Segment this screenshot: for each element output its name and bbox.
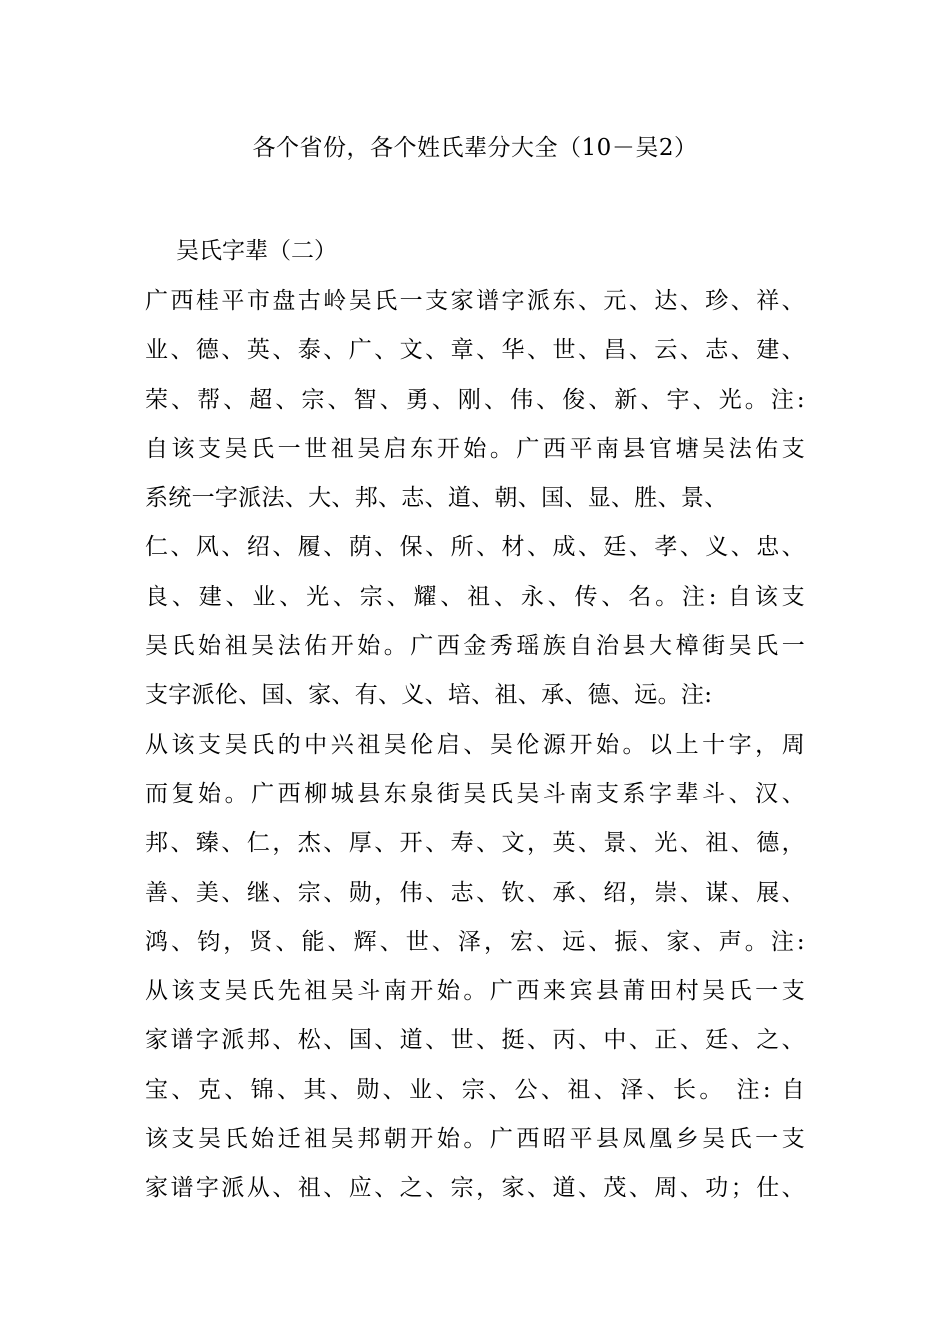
text-line: 荣、帮、超、宗、智、勇、刚、伟、俊、新、宇、光。注: xyxy=(145,386,805,413)
text-line: 自该支吴氏一世祖吴启东开始。广西平南县官塘吴法佑支 xyxy=(145,435,805,462)
text-line: 该支吴氏始迁祖吴邦朝开始。广西昭平县凤凰乡吴氏一支 xyxy=(145,1126,805,1153)
text-line: 家谱字派邦、松、国、道、世、挺、丙、中、正、廷、之、 xyxy=(145,1027,805,1054)
text-line: 而复始。广西柳城县东泉街吴氏吴斗南支系字辈斗、汉、 xyxy=(145,780,805,807)
body-text xyxy=(145,283,805,1220)
text-line: 广西桂平市盘古岭吴氏一支家谱字派东、元、达、珍、祥、 xyxy=(145,288,805,314)
text-line: 邦、臻、仁，杰、厚、开、寿、文，英、景、光、祖、德， xyxy=(145,830,805,857)
text-line: 系统一字派法、大、邦、志、道、朝、国、显、胜、景、 xyxy=(145,485,728,512)
text-line: 吴氏始祖吴法佑开始。广西金秀瑶族自治县大樟街吴氏一 xyxy=(145,633,805,660)
text-line: 从该支吴氏先祖吴斗南开始。广西来宾县莆田村吴氏一支 xyxy=(145,978,805,1005)
text-line: 善、美、继、宗、勋，伟、志、钦、承、绍，崇、谋、展、 xyxy=(145,879,805,906)
text-line: 宝、克、锦、其、勋、业、宗、公、祖、泽、长。 注: 自 xyxy=(145,1076,805,1103)
text-line: 支字派伦、国、家、有、义、培、祖、承、德、远。注: xyxy=(145,682,713,709)
section-heading: 吴氏字辈（二） xyxy=(176,238,337,264)
text-line: 家谱字派从、祖、应、之、宗，家、道、茂、周、功；仕、 xyxy=(145,1175,805,1202)
text-line: 从该支吴氏的中兴祖吴伦启、吴伦源开始。以上十字，周 xyxy=(145,731,805,758)
page-title: 各个省份，各个姓氏辈分大全（10－吴2） xyxy=(252,135,698,161)
text-line: 鸿、钧，贤、能、辉、世、泽，宏、远、振、家、声。注: xyxy=(145,928,805,955)
text-line: 仁、风、绍、履、荫、保、所、材、成、廷、孝、义、忠、 xyxy=(145,534,805,561)
text-line: 业、德、英、泰、广、文、章、华、世、昌、云、志、建、 xyxy=(145,337,805,364)
text-line: 良、建、业、光、宗、耀、祖、永、传、名。注: 自该支 xyxy=(145,583,805,610)
